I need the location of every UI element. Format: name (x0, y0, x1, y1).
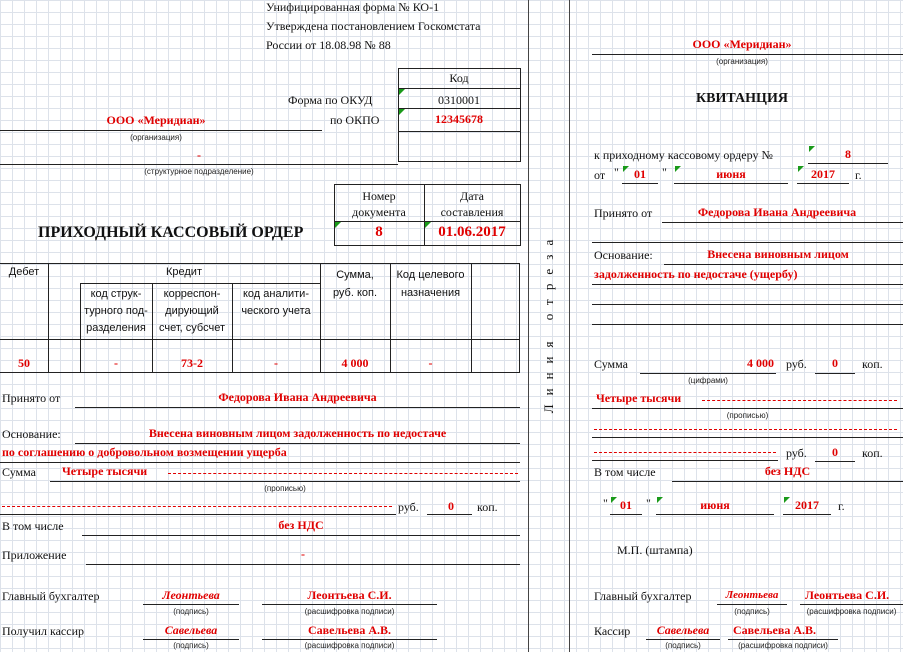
form-header-line3: России от 18.08.98 № 88 (266, 38, 391, 52)
receipt-kassir-podpis: (подпись) (665, 641, 701, 650)
receipt-summa-label: Сумма (594, 357, 628, 371)
col-analytic-code: код аналити- ческого учета (241, 288, 311, 317)
receipt-glavbuh-label: Главный бухгалтер (594, 589, 692, 603)
receipt-rub2-label: руб. (786, 446, 807, 460)
okpo-label: по ОКПО (330, 113, 380, 127)
left-kassir-sign[interactable]: Савельева (164, 623, 218, 637)
org-caption: (организация) (130, 133, 182, 142)
receipt-mp-label: М.П. (штампа) (617, 543, 693, 557)
receipt-osnovanie-value1[interactable]: Внесена виновным лицом (707, 247, 849, 261)
form-header-line1: Унифицированная форма № КО-1 (266, 0, 440, 14)
receipt-month[interactable]: июня (716, 167, 746, 181)
kod-label: Код (449, 71, 469, 85)
receipt-day2[interactable]: 01 (620, 498, 632, 512)
cut-line-label: Линия отреза (541, 230, 556, 414)
okud-label: Форма по ОКУД (288, 93, 373, 107)
col-debet: Дебет (8, 266, 40, 278)
col-kredit: Кредит (165, 266, 202, 278)
receipt-kassir-label: Кассир (594, 624, 631, 638)
col-target-code: Код целевого назначения (396, 269, 465, 299)
left-kassir-label: Получил кассир (2, 624, 84, 638)
cell-analytic-code[interactable]: - (274, 356, 278, 370)
receipt-glavbuh-rasshifrovka: (расшифровка подписи) (806, 607, 897, 616)
receipt-osnovanie-value2[interactable]: задолженность по недостаче (ущербу) (594, 267, 798, 281)
receipt-vtom-label: В том числе (594, 465, 656, 479)
receipt-glavbuh-sign[interactable]: Леонтьева (725, 589, 779, 601)
cell-target-code[interactable]: - (428, 356, 433, 370)
left-summa-label: Сумма (2, 465, 36, 479)
col-summa: Сумма, руб. коп. (332, 269, 378, 299)
doc-number-value[interactable]: 8 (375, 224, 383, 240)
receipt-quote-open: " (614, 165, 619, 179)
org-name[interactable]: ООО «Меридиан» (106, 113, 206, 127)
receipt-kassir-name[interactable]: Савельева А.В. (733, 623, 817, 637)
left-prinyato-label: Принято от (2, 391, 61, 405)
receipt-rub-label: руб. (786, 357, 807, 371)
cell-summa[interactable]: 4 000 (341, 356, 369, 370)
cut-line-right (569, 0, 570, 652)
receipt-glavbuh-name[interactable]: Леонтьева С.И. (805, 588, 890, 602)
receipt-prinyato-value[interactable]: Федорова Ивана Андреевича (697, 205, 857, 219)
receipt-year[interactable]: 2017 (811, 167, 835, 181)
left-prilozh-label: Приложение (2, 548, 67, 562)
form-header-line2: Утверждена постановлением Госкомстата (266, 19, 481, 33)
col-corr-account: корреспон- дирующий счет, субсчет (159, 288, 225, 334)
receipt-summa-value[interactable]: 4 000 (747, 356, 774, 370)
cell-corr-account[interactable]: 73-2 (181, 356, 203, 370)
left-kop-label: коп. (477, 500, 498, 514)
subdivision-value[interactable]: - (197, 148, 201, 162)
receipt-kassir-sign[interactable]: Савельева (656, 623, 710, 637)
receipt-prinyato-label: Принято от (594, 206, 653, 220)
receipt-osnovanie-label: Основание: (594, 248, 653, 262)
receipt-summa-words[interactable]: Четыре тысячи (596, 391, 682, 405)
doc-date-value[interactable]: 01.06.2017 (438, 224, 506, 240)
doc-number-header: Номер документа (352, 189, 406, 219)
left-glavbuh-rasshifrovka: (расшифровка подписи) (304, 607, 395, 616)
left-glavbuh-podpis: (подпись) (173, 607, 209, 616)
receipt-kop-value[interactable]: 0 (832, 356, 838, 370)
okud-value: 0310001 (438, 93, 480, 107)
receipt-ot-label: от (594, 168, 606, 182)
cell-subdiv-code[interactable]: - (114, 356, 118, 370)
receipt-kop-label: коп. (862, 357, 883, 371)
receipt-title: КВИТАНЦИЯ (696, 91, 788, 106)
receipt-rub2-value[interactable]: 0 (832, 445, 838, 459)
receipt-quote2-open: " (603, 496, 608, 510)
left-glavbuh-sign[interactable]: Леонтьева (162, 588, 220, 602)
okpo-value[interactable]: 12345678 (435, 112, 483, 126)
receipt-glavbuh-podpis: (подпись) (734, 607, 770, 616)
left-osnovanie-label: Основание: (2, 427, 61, 441)
receipt-month2[interactable]: июня (700, 498, 730, 512)
left-glavbuh-name[interactable]: Леонтьева С.И. (307, 588, 392, 602)
cell-debet[interactable]: 50 (18, 356, 30, 370)
left-kassir-name[interactable]: Савельева А.В. (307, 623, 392, 637)
receipt-org-name[interactable]: ООО «Меридиан» (692, 37, 792, 51)
receipt-g-label: г. (855, 168, 862, 182)
left-prilozh-value[interactable]: - (301, 547, 305, 561)
left-kassir-podpis: (подпись) (173, 641, 209, 650)
receipt-k-number[interactable]: 8 (845, 147, 851, 161)
left-prinyato-value[interactable]: Федорова Ивана Андреевича (218, 390, 377, 404)
left-rub-value[interactable]: 0 (448, 499, 454, 513)
left-summa-words[interactable]: Четыре тысячи (62, 464, 148, 478)
col-subdiv-code: код струк- турного под- разделения (84, 288, 148, 334)
left-glavbuh-label: Главный бухгалтер (2, 589, 100, 603)
receipt-g2-label: г. (838, 499, 845, 513)
left-osnovanie-value2[interactable]: по соглашению о добровольном возмещении ущерба (2, 445, 287, 459)
subdivision-caption: (структурное подразделение) (144, 167, 254, 176)
receipt-quote-close: " (662, 165, 667, 179)
receipt-k-label: к приходному кассовому ордеру № (594, 148, 773, 162)
receipt-vtom-value[interactable]: без НДС (764, 464, 811, 478)
left-osnovanie-value1[interactable]: Внесена виновным лицом задолженность по недостаче (148, 426, 447, 440)
receipt-ciframi: (цифрами) (688, 376, 728, 385)
receipt-kassir-rasshifrovka: (расшифровка подписи) (738, 641, 828, 650)
doc-date-header: Дата составления (440, 189, 504, 219)
receipt-propisyu: (прописью) (726, 411, 769, 420)
receipt-org-caption: (организация) (716, 57, 768, 66)
left-rub-label: руб. (398, 500, 419, 514)
receipt-day[interactable]: 01 (634, 167, 646, 181)
left-propisyu: (прописью) (264, 484, 306, 493)
left-vtom-value[interactable]: без НДС (278, 518, 324, 532)
left-vtom-label: В том числе (2, 519, 64, 533)
left-kassir-rasshifrovka: (расшифровка подписи) (304, 641, 395, 650)
receipt-quote2-close: " (646, 496, 651, 510)
receipt-year2[interactable]: 2017 (795, 498, 819, 512)
order-title: ПРИХОДНЫЙ КАССОВЫЙ ОРДЕР (38, 224, 304, 241)
receipt-kop2-label: коп. (862, 446, 883, 460)
cut-line-left (528, 0, 529, 652)
